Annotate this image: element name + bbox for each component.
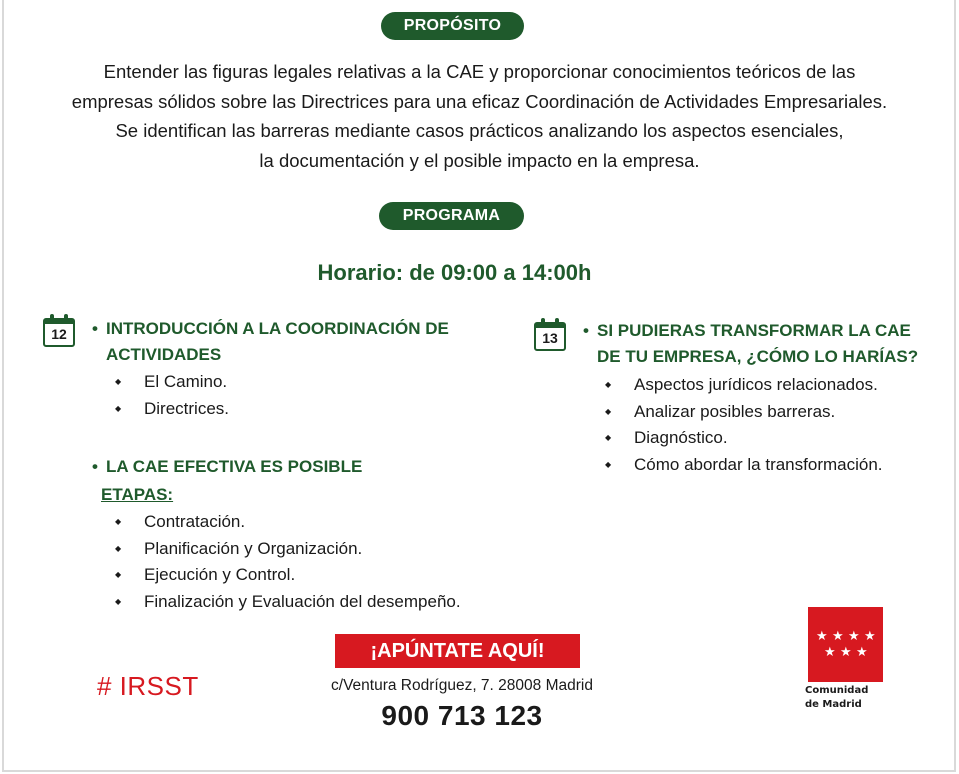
list-item: ◆ Analizar posibles barreras.	[605, 399, 883, 426]
list-item: ◆ Ejecución y Control.	[115, 562, 461, 589]
proposito-line: Entender las figuras legales relativas a la CAE y proporcionar conocimientos teóricos de las	[103, 61, 856, 82]
list-item: ◆ El Camino.	[115, 369, 229, 396]
star-icon: ★	[864, 628, 876, 643]
logo-text: Comunidad	[805, 685, 869, 696]
calendar-icon	[43, 314, 75, 347]
proposito-line: Se identifican las barreras mediante casos prácticos analizando los aspectos esenciales,	[115, 120, 844, 141]
heading-line: ACTIVIDADES	[106, 345, 222, 364]
programa-label: PROGRAMA	[379, 202, 524, 230]
list-item: ◆ Diagnóstico.	[605, 425, 883, 452]
heading-line: INTRODUCCIÓN A LA COORDINACIÓN DE	[106, 319, 449, 338]
star-icon: ★	[856, 644, 868, 659]
address: c/Ventura Rodríguez, 7. 28008 Madrid	[331, 677, 593, 694]
list-item: ◆ Contratación.	[115, 509, 461, 536]
apuntate-button[interactable]: ¡APÚNTATE AQUÍ!	[335, 634, 580, 668]
star-icon: ★	[840, 644, 852, 659]
list-item: ◆ Aspectos jurídicos relacionados.	[605, 372, 883, 399]
etapas-list	[115, 509, 461, 615]
heading-line: LA CAE EFECTIVA ES POSIBLE	[106, 457, 363, 476]
heading-line: SI PUDIERAS TRANSFORMAR LA CAE	[597, 321, 911, 340]
comunidad-madrid-logo	[805, 607, 887, 710]
section-heading-introduccion: • INTRODUCCIÓN A LA COORDINACIÓN DE ACTIVIDADES	[92, 316, 512, 368]
logo-text: de Madrid	[805, 699, 862, 710]
calendar-date: 13	[542, 330, 558, 346]
heading-line: DE TU EMPRESA, ¿CÓMO LO HARÍAS?	[597, 347, 919, 366]
list-item: ◆ Finalización y Evaluación del desempeño.	[115, 589, 461, 616]
star-icon: ★	[832, 628, 844, 643]
transformar-list	[605, 372, 883, 478]
flag	[808, 607, 883, 682]
phone-number: 900 713 123	[381, 700, 543, 731]
list-item: ◆ Directrices.	[115, 396, 229, 423]
proposito-text	[0, 57, 959, 175]
section-heading-cae-efectiva: • LA CAE EFECTIVA ES POSIBLE	[92, 457, 363, 476]
calendar-icon	[534, 318, 566, 351]
star-icon: ★	[824, 644, 836, 659]
hashtag: # IRSST	[97, 671, 199, 701]
section-heading-transformar: • SI PUDIERAS TRANSFORMAR LA CAE DE TU EMPRESA, ¿CÓMO LO HARÍAS?	[583, 318, 943, 370]
star-icon: ★	[848, 628, 860, 643]
proposito-label: PROPÓSITO	[381, 12, 524, 40]
list-item: ◆ Cómo abordar la transformación.	[605, 452, 883, 479]
introduccion-list	[115, 369, 229, 422]
etapas-subtitle: ETAPAS:	[101, 485, 174, 504]
horario: Horario: de 09:00 a 14:00h	[317, 260, 592, 285]
calendar-date: 12	[51, 326, 67, 342]
proposito-line: la documentación y el posible impacto en la empresa.	[259, 149, 700, 171]
star-icon: ★	[816, 628, 828, 643]
proposito-line: empresas sólidos sobre las Directrices para una eficaz Coordinación de Actividades Empresariales.	[71, 90, 888, 112]
list-item: ◆ Planificación y Organización.	[115, 536, 461, 563]
